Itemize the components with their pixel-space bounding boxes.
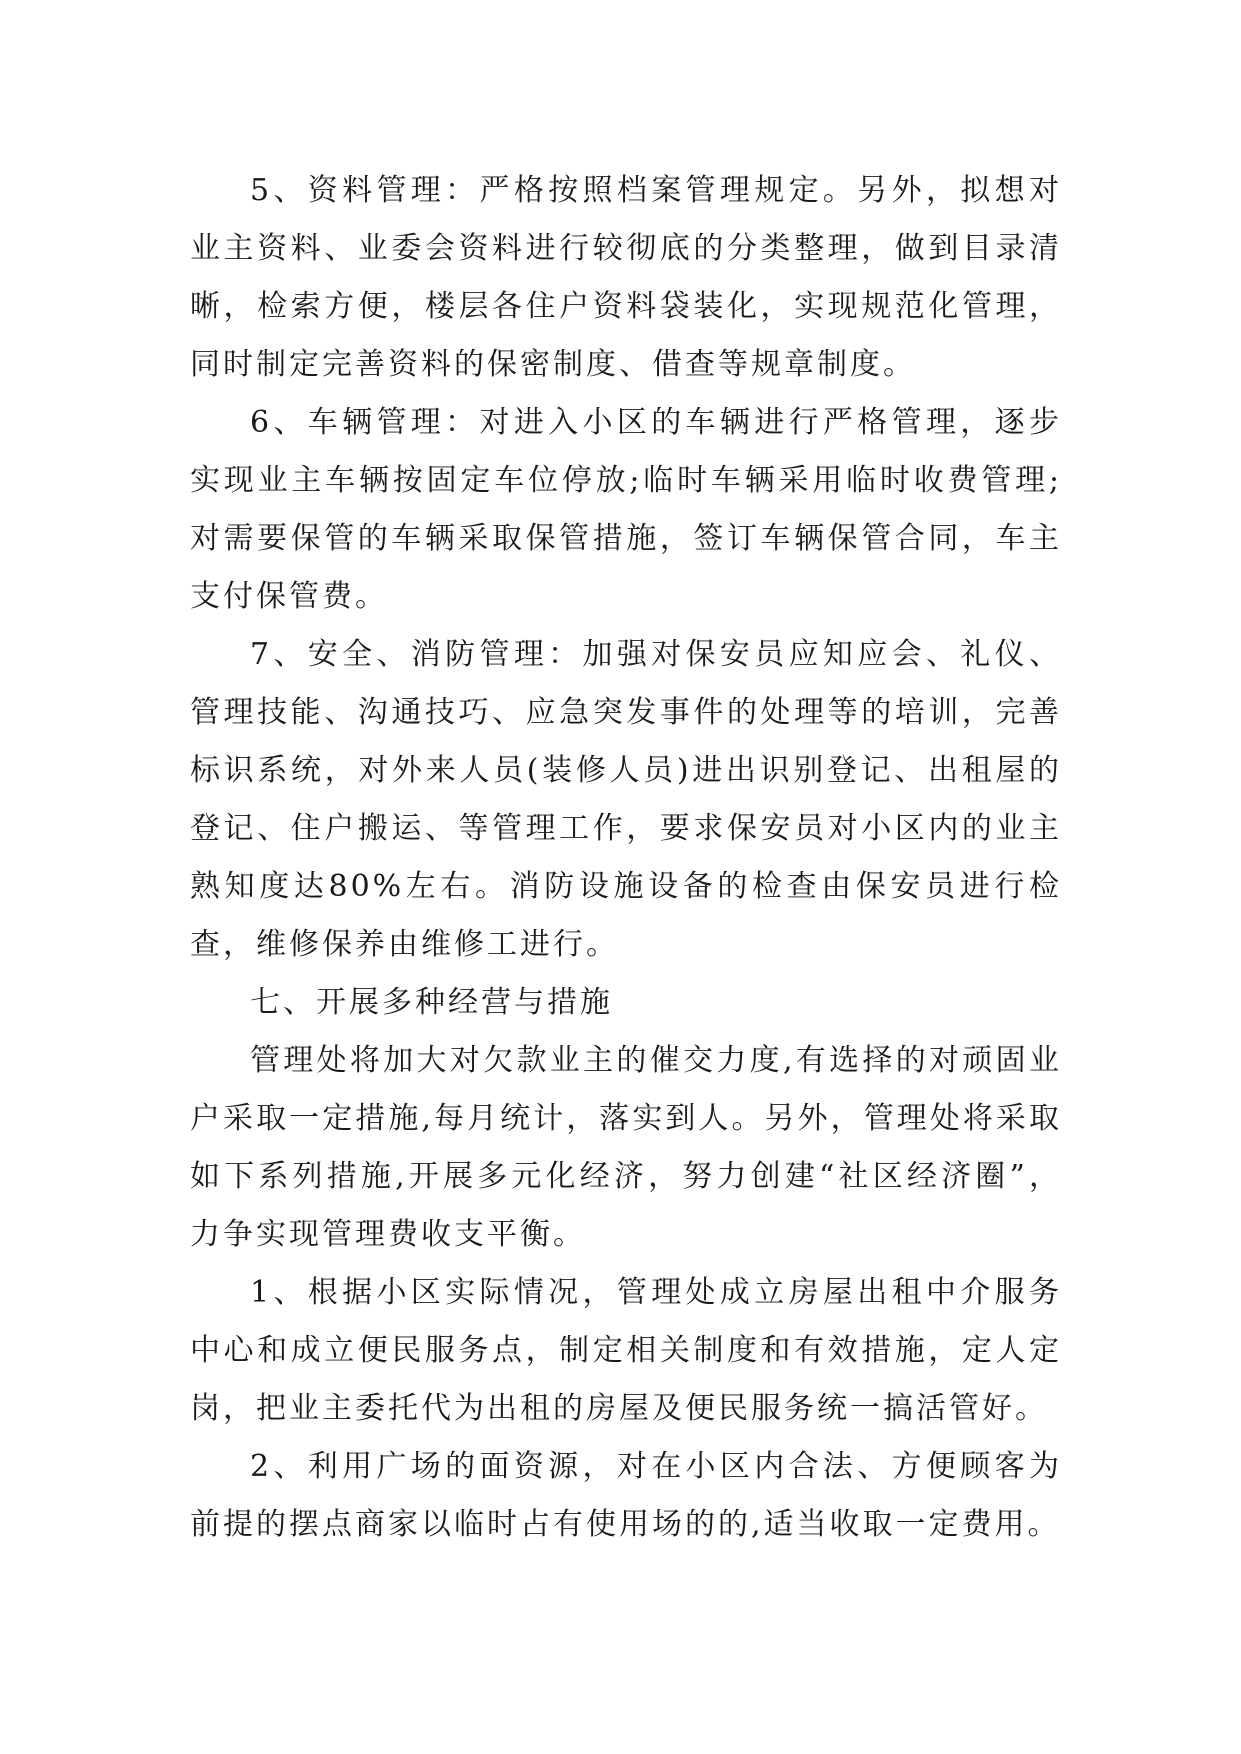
- paragraph-arrears-collection: 管理处将加大对欠款业主的催交力度,有选择的对顽固业户采取一定措施,每月统计，落实到人。另外，管理处将采取如下系列措施,开展多元化经济，努力创建“社区经济圈”，力争实现管理费收支平衡。: [190, 1043, 1062, 1252]
- section-heading-diversified-operations: 七、开展多种经营与措施: [250, 985, 613, 1020]
- paragraph-vehicle-management: 6、车辆管理：对进入小区的车辆进行严格管理，逐步实现业主车辆按固定车位停放;临时车辆采用临时收费管理;对需要保管的车辆采取保管措施，签订车辆保管合同，车主支付保管费。: [190, 405, 1062, 614]
- paragraph-plaza-resources: 2、利用广场的面资源，对在小区内合法、方便顾客为前提的摆点商家以临时占有使用场的的,适当收取一定费用。: [190, 1449, 1062, 1542]
- paragraph-rental-service-center: 1、根据小区实际情况，管理处成立房屋出租中介服务中心和成立便民服务点，制定相关制度和有效措施，定人定岗，把业主委托代为出租的房屋及便民服务统一搞活管好。: [190, 1275, 1062, 1426]
- document-body: [190, 162, 1062, 1554]
- paragraph-safety-fire-management: 7、安全、消防管理：加强对保安员应知应会、礼仪、管理技能、沟通技巧、应急突发事件的处理等的培训，完善标识系统，对外来人员(装修人员)进出识别登记、出租屋的登记、住户搬运、等管理工作，要求保安员对小区内的业主熟知度达80%左右。消防设施设备的检查由保安员进行检查，维修保养由维修工进行。: [190, 637, 1062, 962]
- paragraph-data-management: 5、资料管理：严格按照档案管理规定。另外，拟想对业主资料、业委会资料进行较彻底的分类整理，做到目录清晰，检索方便，楼层各住户资料袋装化，实现规范化管理，同时制定完善资料的保密制度、借查等规章制度。: [190, 173, 1062, 382]
